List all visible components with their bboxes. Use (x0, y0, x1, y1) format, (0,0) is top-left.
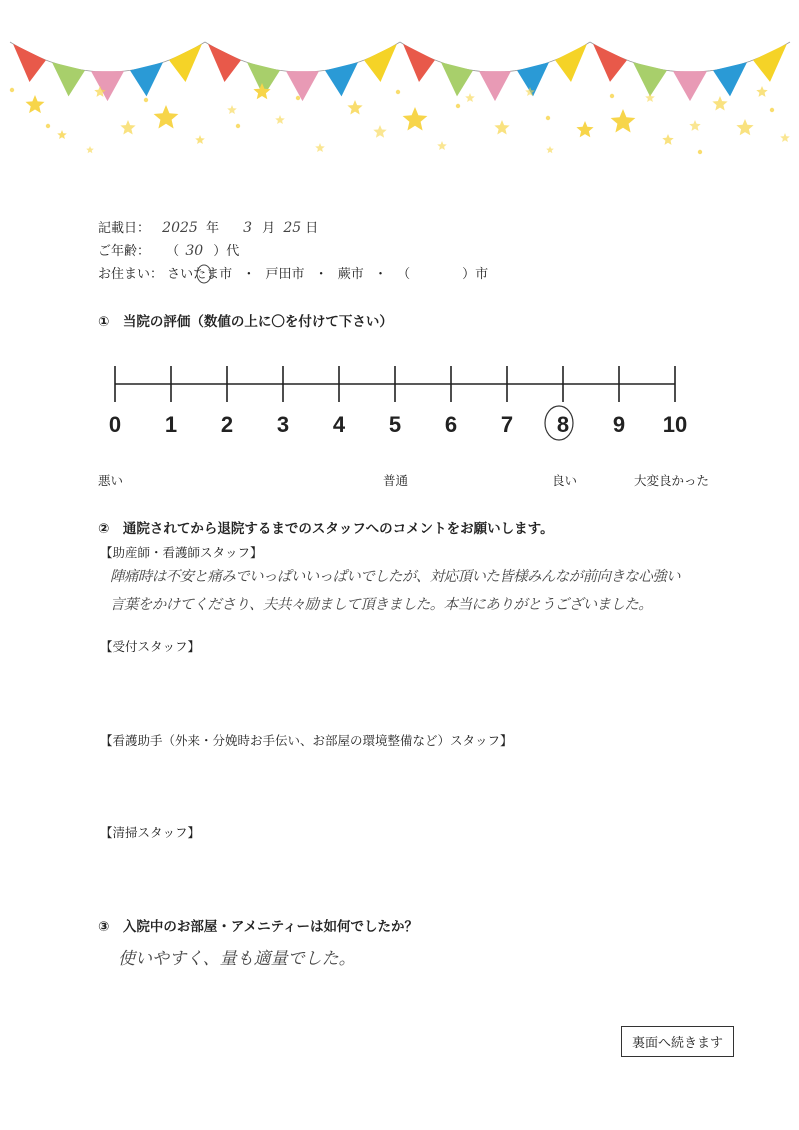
scale-number-6: 6 (444, 412, 458, 437)
sparkle-dot (610, 94, 614, 98)
bunting-flag (130, 62, 163, 96)
sparkle-dot (456, 104, 460, 108)
bunting-flag (91, 71, 124, 101)
star-icon (315, 143, 325, 152)
address-city-warabi: 蕨市 (337, 267, 364, 282)
date-label: 記載日： (98, 221, 151, 236)
address-city-other: （ ）市 (397, 267, 489, 282)
age-label: ご年齢： (98, 244, 151, 259)
star-icon (465, 93, 475, 102)
scale-label-normal: 普通 (383, 473, 409, 488)
scale-number-9: 9 (612, 412, 626, 437)
star-icon (736, 119, 753, 135)
sparkle-dot (296, 96, 300, 100)
date-day-unit: 日 (305, 221, 319, 236)
midwife-comment-line1: 陣痛時は不安と痛みでいっぱいいっぱいでしたが、対応頂いた皆様みんなが前向きな心強い (110, 569, 680, 585)
scale-number-10: 10 (662, 412, 688, 437)
q3-answer: 使いやすく、量も適量でした。 (118, 949, 356, 969)
star-icon (611, 109, 636, 133)
address-separator: ・ (314, 267, 328, 282)
star-icon (437, 141, 447, 150)
date-row (98, 217, 318, 236)
star-icon (275, 115, 285, 124)
address-separator: ・ (373, 267, 387, 282)
star-icon (86, 146, 94, 153)
star-icon (57, 130, 67, 139)
cleaning-section-label: 【清掃スタッフ】 (100, 825, 201, 840)
age-open: （ (166, 244, 180, 259)
scale-number-7: 7 (500, 412, 514, 437)
bunting-flag (13, 44, 46, 82)
date-month-value: 3 (243, 220, 253, 236)
address-saitama (167, 267, 236, 282)
bunting-flag (364, 44, 397, 82)
bunting-flag (52, 62, 85, 96)
star-icon (347, 100, 362, 115)
address-row (98, 263, 488, 282)
scale-number-2: 2 (220, 412, 234, 437)
address-city-toda: 戸田市 (265, 267, 305, 282)
bunting-flag (673, 71, 707, 101)
scale-labels (109, 412, 687, 437)
q1-title: ① 当院の評価（数値の上に〇を付けて下さい） (98, 314, 393, 330)
q2-title: ② 通院されてから退院するまでのスタッフへのコメントをお願いします。 (98, 521, 554, 537)
sparkle-dot (396, 90, 400, 94)
date-month-unit: 月 (262, 221, 276, 236)
bunting-flag (441, 62, 473, 96)
bunting-flag (286, 71, 319, 101)
age-value: 30 (185, 243, 204, 259)
star-icon (712, 96, 727, 111)
star-icon (645, 93, 655, 102)
bunting-flag (555, 44, 587, 82)
bunting-flag (753, 44, 787, 82)
sparkle-dot (546, 116, 550, 120)
star-icon (26, 95, 45, 113)
selection-circle (196, 264, 212, 284)
sparkle-dot (10, 88, 14, 92)
scale-number-0: 0 (108, 412, 122, 437)
scale-number-1: 1 (164, 412, 178, 437)
midwife-comment-line2: 言葉をかけてくださり、夫共々励まして頂きました。本当にありがとうございました。 (110, 597, 653, 613)
bunting-flag (479, 71, 511, 101)
star-icon (756, 86, 767, 97)
sparkle-dot (770, 108, 774, 112)
bunting-banner (0, 0, 799, 165)
star-icon (195, 135, 205, 144)
scale-label-very-good: 大変良かった (634, 473, 710, 488)
star-icon (494, 120, 509, 135)
decorative-stars (10, 83, 790, 154)
date-year-unit: 年 (205, 221, 219, 236)
scale-number-8: 8 (556, 412, 570, 437)
assistant-section-label: 【看護助手（外来・分娩時お手伝い、お部屋の環境整備など）スタッフ】 (100, 733, 513, 748)
scale-number-3: 3 (276, 412, 290, 437)
star-icon (662, 134, 673, 145)
age-close: ）代 (213, 244, 240, 259)
date-day-value: 25 (283, 220, 302, 236)
star-icon (227, 105, 237, 114)
bunting-flag (593, 44, 627, 82)
star-icon (154, 105, 179, 129)
scale-label-bad: 悪い (98, 473, 124, 488)
rating-scale (95, 350, 715, 450)
star-icon (373, 125, 386, 138)
q3-title: ③ 入院中のお部屋・アメニティーは如何でしたか？ (98, 919, 419, 935)
bunting-flag (633, 62, 667, 96)
star-icon (576, 121, 593, 137)
star-icon (120, 120, 135, 135)
sparkle-dot (236, 124, 240, 128)
bunting-flag (208, 44, 241, 82)
age-row (98, 240, 239, 259)
sparkle-dot (698, 150, 702, 154)
midwife-section-label: 【助産師・看護師スタッフ】 (100, 545, 263, 560)
bunting-flag (169, 44, 202, 82)
bunting-flag (713, 62, 747, 96)
star-icon (780, 133, 790, 142)
address-label: お住まい： (98, 267, 164, 282)
star-icon (403, 107, 428, 131)
star-icon (546, 146, 554, 153)
scale-number-5: 5 (388, 412, 402, 437)
scale-number-4: 4 (332, 412, 346, 437)
date-year-value: 2025 (162, 220, 198, 236)
sparkle-dot (46, 124, 50, 128)
address-separator: ・ (242, 267, 256, 282)
bunting-flag (325, 62, 358, 96)
star-icon (689, 120, 700, 131)
continue-on-back-note: 裏面へ続きます (621, 1026, 734, 1057)
bunting-flag (403, 44, 435, 82)
sparkle-dot (144, 98, 148, 102)
scale-label-good: 良い (552, 473, 578, 488)
reception-section-label: 【受付スタッフ】 (100, 639, 201, 654)
address-city-saitama: さいたま市 (167, 267, 233, 282)
